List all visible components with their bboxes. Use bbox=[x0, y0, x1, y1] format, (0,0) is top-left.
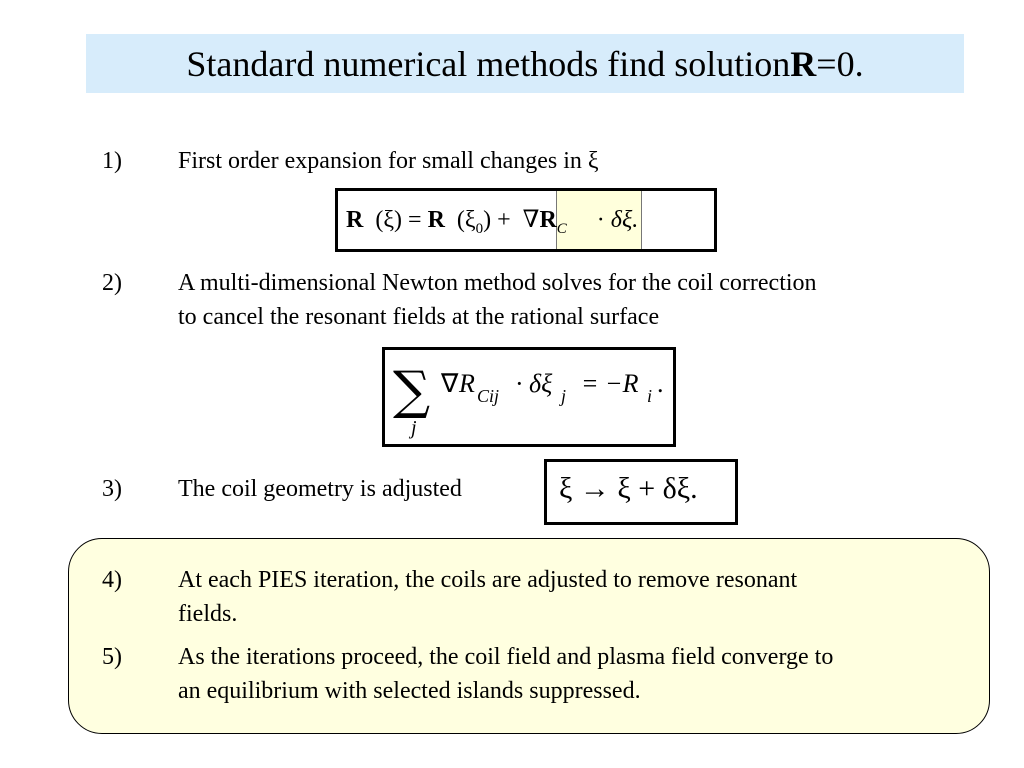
item-number: 3) bbox=[102, 476, 122, 502]
item-text-line-2: an equilibrium with selected islands suppressed. bbox=[178, 678, 641, 704]
title-prefix: Standard numerical methods find solution bbox=[186, 43, 791, 84]
eq2-rhs-sub: i bbox=[647, 386, 653, 406]
eq-r0-sub: 0 bbox=[475, 220, 484, 237]
eq-r0-close: ) bbox=[483, 207, 492, 233]
eq-rc-sub: C bbox=[556, 220, 567, 237]
eq2-rhs: = −R bbox=[581, 369, 639, 398]
list-item-3 bbox=[102, 472, 522, 508]
equation-expression bbox=[346, 205, 638, 238]
eq2-r-sub: Cij bbox=[477, 386, 500, 406]
eq-r: R bbox=[346, 207, 364, 233]
eq-rc: R bbox=[539, 207, 557, 233]
item-text-line-2: to cancel the resonant fields at the rational surface bbox=[178, 304, 660, 330]
item-text: First order expansion for small changes in ξ bbox=[178, 148, 599, 174]
item-text-line-2: fields. bbox=[178, 601, 238, 627]
eq-r-arg: (ξ) bbox=[375, 207, 403, 233]
eq-plus: + bbox=[497, 207, 511, 233]
item-text-line-1: As the iterations proceed, the coil field and plasma field converge to bbox=[178, 644, 834, 670]
item-number: 5) bbox=[102, 644, 122, 670]
item-text-line-1: At each PIES iteration, the coils are adjusted to remove resonant bbox=[178, 567, 798, 593]
equation-coil-update bbox=[544, 459, 738, 525]
title-bold-r: R bbox=[790, 43, 817, 84]
eq2-dot: · bbox=[515, 369, 524, 398]
item-number: 1) bbox=[102, 148, 122, 174]
eq2-end: . bbox=[657, 369, 664, 398]
item-text: The coil geometry is adjusted bbox=[178, 476, 462, 502]
eq2-nabla: ∇ bbox=[441, 369, 459, 398]
eq-dot: · bbox=[596, 207, 605, 233]
item-text-line-1: A multi-dimensional Newton method solves for the coil correction bbox=[178, 270, 817, 296]
sigma-icon: ∑ bbox=[393, 361, 431, 421]
list-item-1 bbox=[102, 144, 962, 180]
list-item-5 bbox=[102, 640, 972, 710]
summation-equation bbox=[385, 350, 673, 444]
eq-r0: R bbox=[427, 207, 445, 233]
equation-first-order-expansion bbox=[335, 188, 717, 252]
eq2-delta-sub: j bbox=[561, 386, 567, 406]
eq-equals: = bbox=[408, 207, 422, 233]
eq-delta-xi: δξ. bbox=[610, 207, 639, 233]
sum-index: j bbox=[411, 417, 417, 439]
list-item-2 bbox=[102, 266, 962, 336]
item-number: 4) bbox=[102, 567, 122, 593]
item-number: 2) bbox=[102, 270, 122, 296]
eq3-expression: ξ → ξ + δξ. bbox=[559, 472, 698, 505]
eq-r0-arg: (ξ bbox=[456, 207, 476, 233]
eq2-delta: δξ bbox=[529, 369, 553, 398]
list-item-4 bbox=[102, 563, 972, 633]
eq2-r: R bbox=[459, 369, 475, 398]
title-suffix: =0. bbox=[816, 43, 864, 84]
eq-nabla: ∇ bbox=[522, 207, 540, 233]
slide-title bbox=[86, 34, 964, 93]
equation-newton-method bbox=[382, 347, 676, 447]
